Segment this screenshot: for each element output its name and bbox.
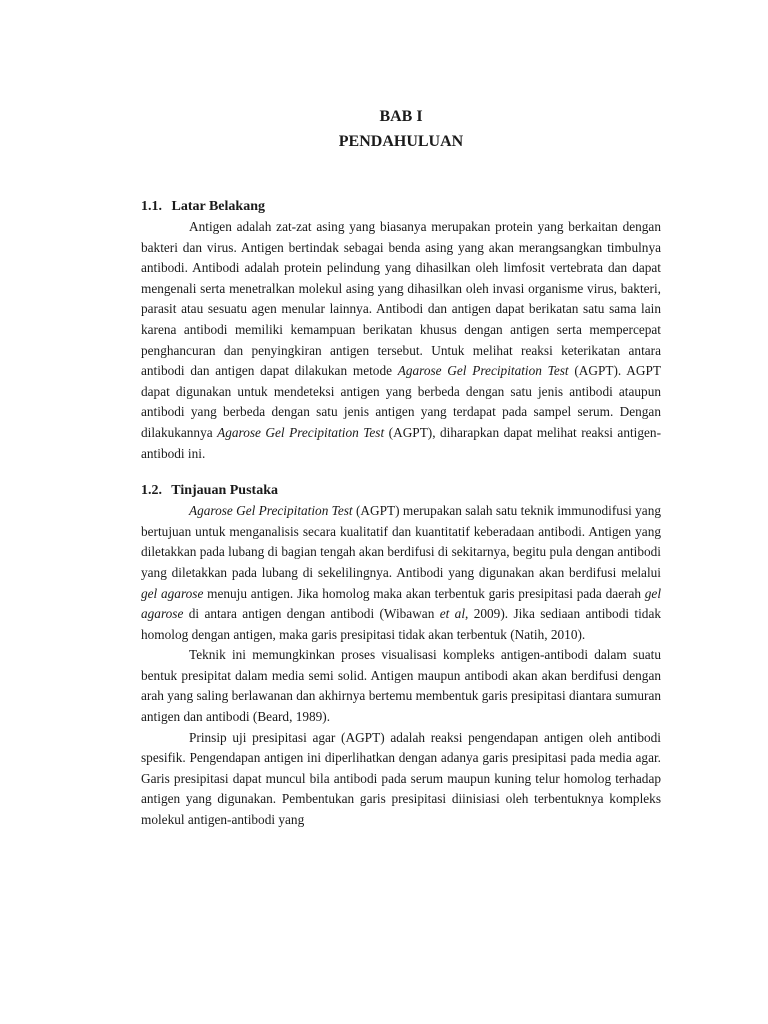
paragraph — [141, 501, 661, 645]
text-run: menuju antigen. Jika homolog maka akan terbentuk garis presipitasi pada daerah — [203, 585, 645, 601]
text-run: (AGPT), diharapkan dapat melihat reaksi antigen-antibodi ini. — [141, 424, 661, 461]
italic-text: Agarose Gel Precipitation Test — [217, 424, 385, 440]
italic-text: et al — [439, 606, 466, 622]
text-run: (AGPT). AGPT dapat digunakan untuk mendeteksi antigen yang berbeda dengan satu jenis antibodi ataupun antibodi yang berbeda dengan satu jenis antigen yang terdapat pada sampel serum. Dengan dilakukannya — [141, 363, 661, 440]
paragraph — [141, 728, 661, 831]
section-number: 1.2. — [141, 483, 162, 499]
section-title: Latar Belakang — [171, 199, 265, 214]
italic-text: Agarose Gel Precipitation Test — [189, 503, 353, 519]
section-number: 1.1. — [141, 199, 162, 214]
text-run: Antigen adalah zat-zat asing yang biasanya merupakan protein yang berkaitan dengan bakteri dan virus. Antigen bertindak sebagai benda asing yang akan merangsangkan timbulnya antibodi. Antibodi adalah protein pelindung yang dihasilkan oleh limfosit vertebrata dan dapat mengenali serta menetralkan molekul asing yang dihasilkan oleh invasi organisme virus, bakteri, parasit atau sesuatu agen menular lainnya. Antibodi dan antigen dapat berikatan satu sama lain karena antibodi memiliki kemampuan berikatan khusus dengan antigen serta mempercepat penghancuran dan penyingkiran antigen tersebut. Untuk melihat reaksi keterikatan antara antibodi dan antigen dapat dilakukan metode — [141, 219, 661, 379]
paragraph — [141, 217, 661, 464]
text-run: Teknik ini memungkinkan proses visualisasi kompleks antigen-antibodi dalam suatu bentuk presipitat dalam media semi solid. Antigen maupun antibodi akan akan berdifusi dengan arah yang saling berlawanan dan akhirnya bertemu membentuk garis presipitasi diantara sumuran antigen dan antibodi (Beard, 1989). — [141, 647, 661, 725]
italic-text: gel agarose — [141, 585, 204, 601]
document-page — [141, 104, 661, 847]
text-run: , 2009). Jika sediaan antibodi tidak homolog dengan antigen, maka garis presipitasi tidak akan terbentuk (Natih, 2010). — [141, 606, 662, 642]
section-heading — [141, 480, 661, 501]
text-run: (AGPT) merupakan salah satu teknik immunodifusi yang bertujuan untuk menganalisis secara kualitatif dan kuantitatif keberadaan antibodi. Antigen yang diletakkan pada lubang di bagian tengah akan berdifusi di sekitarnya, begitu pula dengan antibodi yang diletakkan pada lubang di sekelilingnya. Antibodi yang digunakan akan berdifusi melalui — [141, 503, 661, 580]
paragraph — [141, 645, 661, 727]
section-heading — [141, 196, 661, 217]
italic-text: gel agarose — [141, 585, 662, 622]
italic-text: Agarose Gel Precipitation Test — [397, 363, 569, 379]
chapter-label: BAB I — [379, 108, 423, 125]
section-latar-belakang — [141, 196, 661, 464]
text-run: Prinsip uji presipitasi agar (AGPT) adalah reaksi pengendapan antigen oleh antibodi spesifik. Pengendapan antigen ini diperlihatkan dengan adanya garis presipitasi pada media agar. Garis presipitasi dapat muncul bila antibodi pada serum maupun kuning telur homolog terhadap antigen yang digunakan. Pembentukan garis presipitasi diinisiasi oleh terbentuknya kompleks molekul antigen-antibodi yang — [141, 729, 661, 828]
chapter-heading — [141, 104, 661, 154]
chapter-title: PENDAHULUAN — [338, 133, 464, 150]
section-tinjauan-pustaka — [141, 480, 661, 831]
text-run: di antara antigen dengan antibodi (Wibawan — [183, 606, 440, 622]
section-title: Tinjauan Pustaka — [171, 483, 278, 499]
